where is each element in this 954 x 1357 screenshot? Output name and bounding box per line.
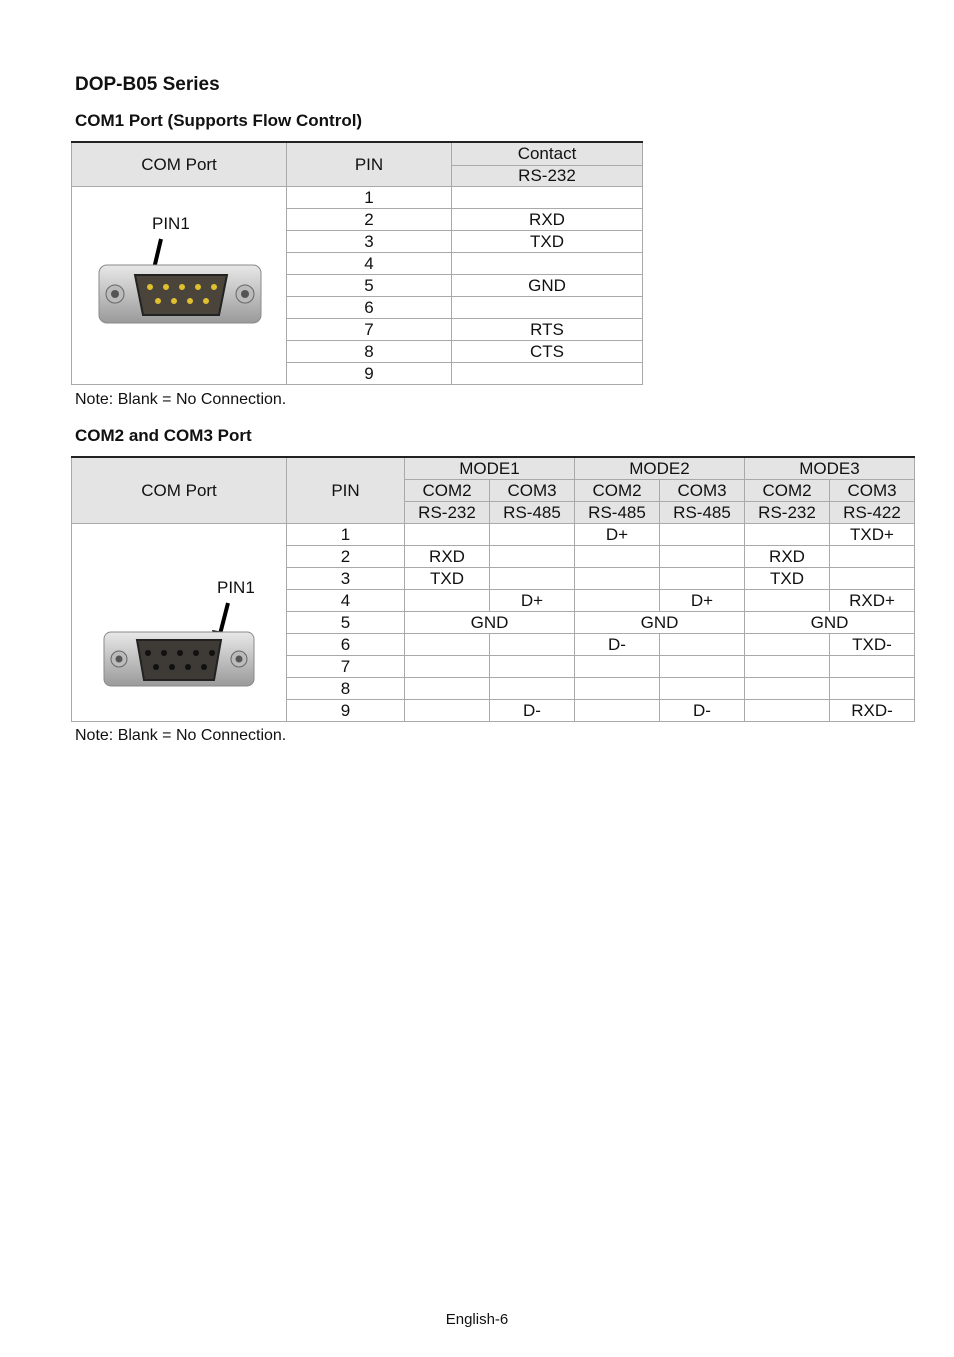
pin1-label: PIN1 [217,578,255,597]
signal-cell [660,567,745,589]
connector-image-cell [72,186,287,384]
signal-cell: TXD [745,567,830,589]
pin-number: 3 [287,230,452,252]
pin-number: 8 [287,340,452,362]
signal-cell: D+ [660,589,745,611]
table-row [72,186,643,208]
pin-number: 8 [287,677,405,699]
signal-cell: TXD [405,567,490,589]
signal-cell: GND [575,611,745,633]
protocol-header: RS-232 [745,501,830,523]
signal-cell [490,567,575,589]
pin-number: 4 [287,589,405,611]
signal-cell [745,633,830,655]
signal-cell: D+ [490,589,575,611]
signal-cell: RXD [405,545,490,567]
signal-cell [452,186,643,208]
signal-cell [405,699,490,721]
signal-cell [660,633,745,655]
protocol-header: RS-232 [452,165,643,186]
signal-cell [452,296,643,318]
signal-cell [660,545,745,567]
signal-cell: TXD- [830,633,915,655]
signal-cell: TXD+ [830,523,915,545]
pin-number: 5 [287,274,452,296]
protocol-header: RS-422 [830,501,915,523]
signal-cell [830,677,915,699]
signal-cell [490,523,575,545]
pin-number: 9 [287,362,452,384]
mode-header: MODE1 [405,457,575,479]
mode-header: MODE3 [745,457,915,479]
protocol-header: RS-485 [490,501,575,523]
pin-number: 7 [287,655,405,677]
signal-cell [830,545,915,567]
signal-cell: GND [745,611,915,633]
com23-note: Note: Blank = No Connection. [75,727,287,744]
signal-cell [745,677,830,699]
signal-cell [490,655,575,677]
signal-cell [830,655,915,677]
signal-cell [490,677,575,699]
pin-number: 1 [287,523,405,545]
protocol-header: RS-485 [660,501,745,523]
signal-cell [830,567,915,589]
signal-cell [575,699,660,721]
signal-cell: RXD [452,208,643,230]
db9-male-connector-image [95,259,265,329]
signal-cell: RXD [745,545,830,567]
port-header: COM3 [660,479,745,501]
signal-cell: GND [405,611,575,633]
pin-number: 1 [287,186,452,208]
signal-cell [405,589,490,611]
signal-cell: D+ [575,523,660,545]
pin-number: 6 [287,296,452,318]
signal-cell: CTS [452,340,643,362]
com1-note: Note: Blank = No Connection. [75,391,287,408]
pin-header: PIN [287,142,452,186]
signal-cell [575,545,660,567]
connector-image-cell [72,523,287,721]
com23-pinout-table [71,456,915,722]
table-row [72,523,915,545]
signal-cell: D- [660,699,745,721]
signal-cell [660,677,745,699]
com23-port-title: COM2 and COM3 Port [75,426,252,445]
signal-cell: D- [575,633,660,655]
contact-header: Contact [452,142,643,165]
pin-number: 2 [287,208,452,230]
pin-header: PIN [287,457,405,523]
signal-cell [575,655,660,677]
db9-female-connector-image [101,628,257,690]
pin-number: 5 [287,611,405,633]
signal-cell [405,677,490,699]
protocol-header: RS-485 [575,501,660,523]
series-title: DOP-B05 Series [75,74,220,95]
com1-port-title: COM1 Port (Supports Flow Control) [75,111,363,130]
signal-cell [405,633,490,655]
port-header: COM3 [490,479,575,501]
port-header: COM2 [745,479,830,501]
port-header: COM2 [575,479,660,501]
signal-cell [452,362,643,384]
signal-cell [405,655,490,677]
page-footer: English-6 [445,1311,509,1328]
pin-number: 6 [287,633,405,655]
com-port-header: COM Port [72,142,287,186]
port-header: COM2 [405,479,490,501]
signal-cell [660,523,745,545]
pin-number: 4 [287,252,452,274]
pin-number: 3 [287,567,405,589]
signal-cell [490,545,575,567]
signal-cell: GND [452,274,643,296]
com1-pinout-table [71,141,643,385]
mode-header: MODE2 [575,457,745,479]
protocol-header: RS-232 [405,501,490,523]
signal-cell [575,567,660,589]
signal-cell [490,633,575,655]
signal-cell: D- [490,699,575,721]
signal-cell [575,589,660,611]
pin1-label: PIN1 [152,214,190,233]
signal-cell [452,252,643,274]
signal-cell [660,655,745,677]
com-port-header: COM Port [72,457,287,523]
pin-number: 2 [287,545,405,567]
pin-number: 7 [287,318,452,340]
signal-cell: RXD+ [830,589,915,611]
pin-number: 9 [287,699,405,721]
signal-cell: RXD- [830,699,915,721]
signal-cell [745,589,830,611]
signal-cell [745,655,830,677]
signal-cell [405,523,490,545]
signal-cell: TXD [452,230,643,252]
signal-cell [745,523,830,545]
signal-cell [745,699,830,721]
port-header: COM3 [830,479,915,501]
signal-cell [575,677,660,699]
signal-cell: RTS [452,318,643,340]
